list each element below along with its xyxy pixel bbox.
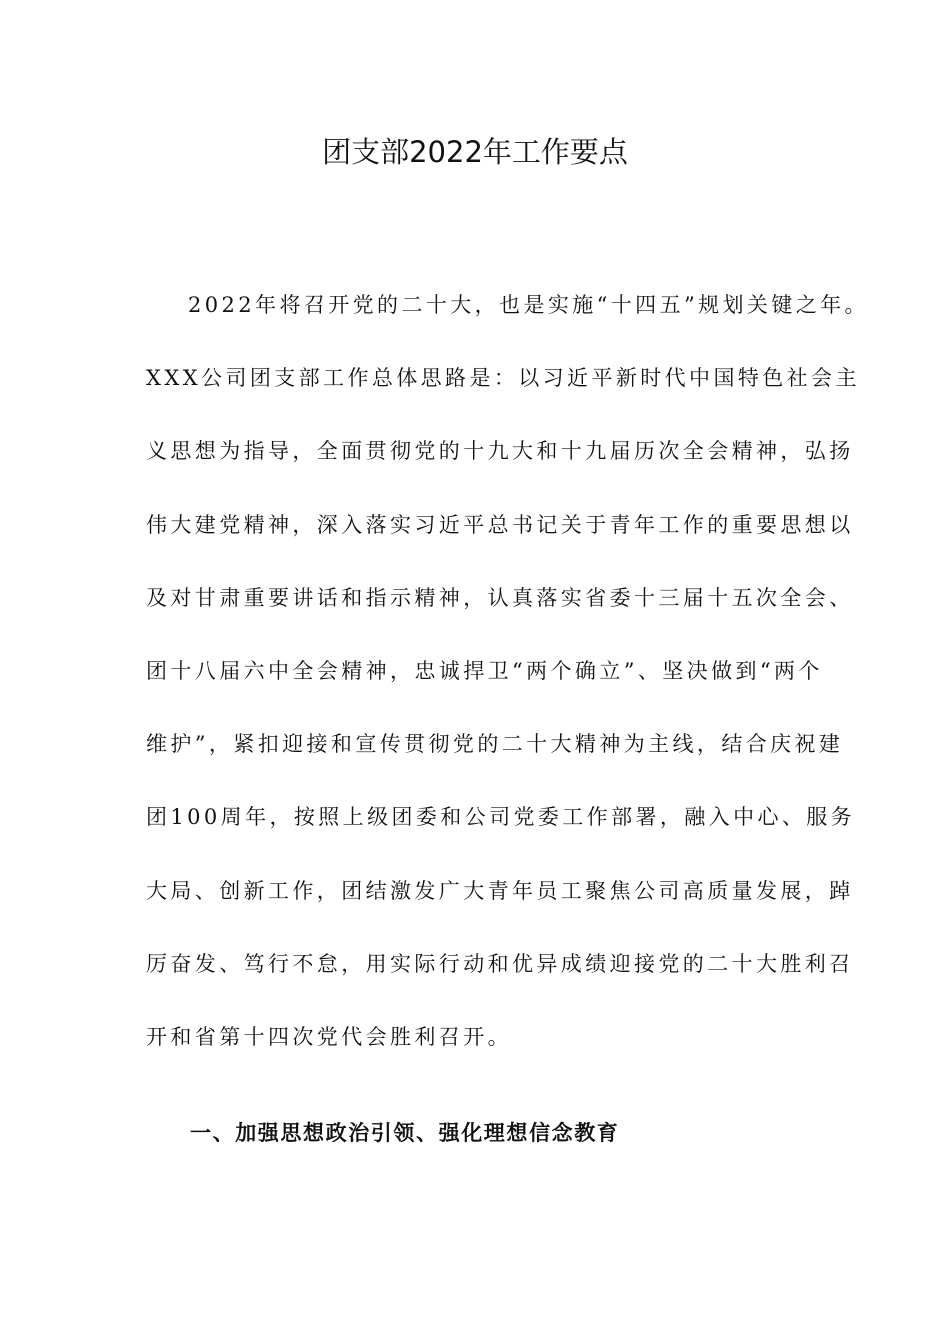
paragraph-line: 团100周年，按照上级团委和公司党委工作部署，融入中心、服务	[146, 805, 856, 830]
paragraph-line: 开和省第十四次党代会胜利召开。	[146, 1024, 512, 1049]
section-heading: 一、加强思想政治引领、强化理想信念教育	[190, 1121, 620, 1145]
paragraph-line: 团十八届六中全会精神，忠诚捍卫“两个确立”、坚决做到“两个	[146, 658, 823, 683]
paragraph-line: 义思想为指导，全面贯彻党的十九大和十九届历次全会精神，弘扬	[146, 439, 854, 464]
paragraph-line: 及对甘肃重要讲话和指示精神，认真落实省委十三届十五次全会、	[146, 585, 854, 610]
document-title: 团支部2022年工作要点	[322, 135, 628, 169]
paragraph-line: 厉奋发、笃行不怠，用实际行动和优异成绩迎接党的二十大胜利召	[146, 951, 854, 976]
paragraph-line: 维护”，紧扣迎接和宣传贯彻党的二十大精神为主线，结合庆祝建	[146, 732, 844, 757]
intro-paragraph	[146, 282, 869, 1087]
paragraph-line: 伟大建党精神，深入落实习近平总书记关于青年工作的重要思想以	[146, 512, 854, 537]
paragraph-line: XXX公司团支部工作总体思路是：以习近平新时代中国特色社会主	[146, 366, 860, 391]
paragraph-line: 大局、创新工作，团结激发广大青年员工聚焦公司高质量发展，踔	[146, 878, 854, 903]
paragraph-line: 2022年将召开党的二十大，也是实施“十四五”规划关键之年。	[188, 293, 869, 317]
